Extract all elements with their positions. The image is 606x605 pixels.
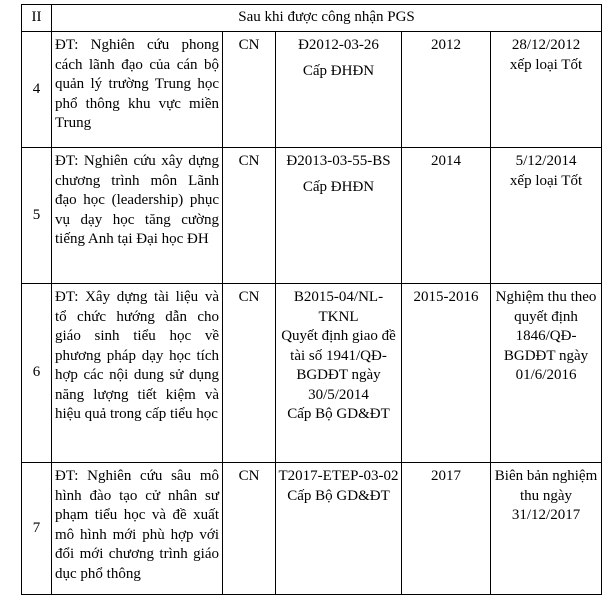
project-code: B2015-04/NL-TKNL	[293, 289, 384, 325]
table-row	[22, 32, 602, 148]
project-code-cell	[276, 148, 402, 284]
year-cell: 2014	[402, 148, 491, 284]
year-cell: 2012	[402, 32, 491, 148]
project-level: Cấp Bộ GD&ĐT	[287, 406, 390, 422]
result-date: 28/12/2012	[511, 37, 581, 53]
result-grade: xếp loại Tốt	[509, 56, 583, 73]
project-level: Cấp ĐHĐN	[302, 62, 375, 79]
result-grade: xếp loại Tốt	[509, 172, 583, 189]
result-cell	[491, 32, 602, 148]
section-number: II	[22, 5, 52, 32]
result-cell: Nghiệm thu theo quyết định 1846/QĐ-BGDĐT ngày 01/6/2016	[491, 284, 602, 463]
project-title: ĐT: Xây dựng tài liệu và tổ chức hướng dẫn cho giáo sinh tiểu học về phương pháp dạy học tích hợp các nội dung sử dụng năng lượng tiết kiệm và hiệu quả trong cấp tiểu học	[52, 284, 223, 463]
result-cell	[491, 148, 602, 284]
projects-table	[21, 4, 602, 595]
result-cell: Biên bản nghiệm thu ngày 31/12/2017	[491, 463, 602, 595]
role-cell: CN	[223, 148, 276, 284]
project-code-cell	[276, 463, 402, 595]
project-title: ĐT: Nghiên cứu phong cách lãnh đạo của cán bộ quản lý trường Trung học phổ thông khu vực miền Trung	[52, 32, 223, 148]
row-number: 4	[22, 32, 52, 148]
table-row	[22, 463, 602, 595]
project-code: T2017-ETEP-03-02	[278, 468, 399, 484]
row-number: 6	[22, 284, 52, 463]
project-code: Đ2013-03-55-BS	[286, 153, 391, 169]
role-cell: CN	[223, 463, 276, 595]
project-code-cell	[276, 32, 402, 148]
table-row	[22, 148, 602, 284]
project-title: ĐT: Nghiên cứu sâu mô hình đào tạo cử nhân sư phạm tiểu học và đề xuất mô hình mới phù hợp với đổi mới chương trình giáo dục phổ thông	[52, 463, 223, 595]
project-code-cell	[276, 284, 402, 463]
role-cell: CN	[223, 32, 276, 148]
row-number: 5	[22, 148, 52, 284]
table-row	[22, 284, 602, 463]
project-code: Đ2012-03-26	[298, 37, 379, 53]
year-cell: 2015-2016	[402, 284, 491, 463]
year-cell: 2017	[402, 463, 491, 595]
project-level: Cấp ĐHĐN	[302, 178, 375, 195]
section-title: Sau khi được công nhận PGS	[52, 5, 602, 32]
row-number: 7	[22, 463, 52, 595]
project-level: Cấp Bộ GD&ĐT	[287, 487, 390, 504]
section-header-row	[22, 5, 602, 32]
result-date: 5/12/2014	[515, 153, 577, 169]
role-cell: CN	[223, 284, 276, 463]
project-title: ĐT: Nghiên cứu xây dựng chương trình môn Lãnh đạo học (leadership) phục vụ dạy học tăng cường tiếng Anh tại Đại học ĐH	[52, 148, 223, 284]
project-decision: Quyết định giao đề tài số 1941/QĐ-BGDĐT ngày 30/5/2014	[281, 328, 396, 403]
